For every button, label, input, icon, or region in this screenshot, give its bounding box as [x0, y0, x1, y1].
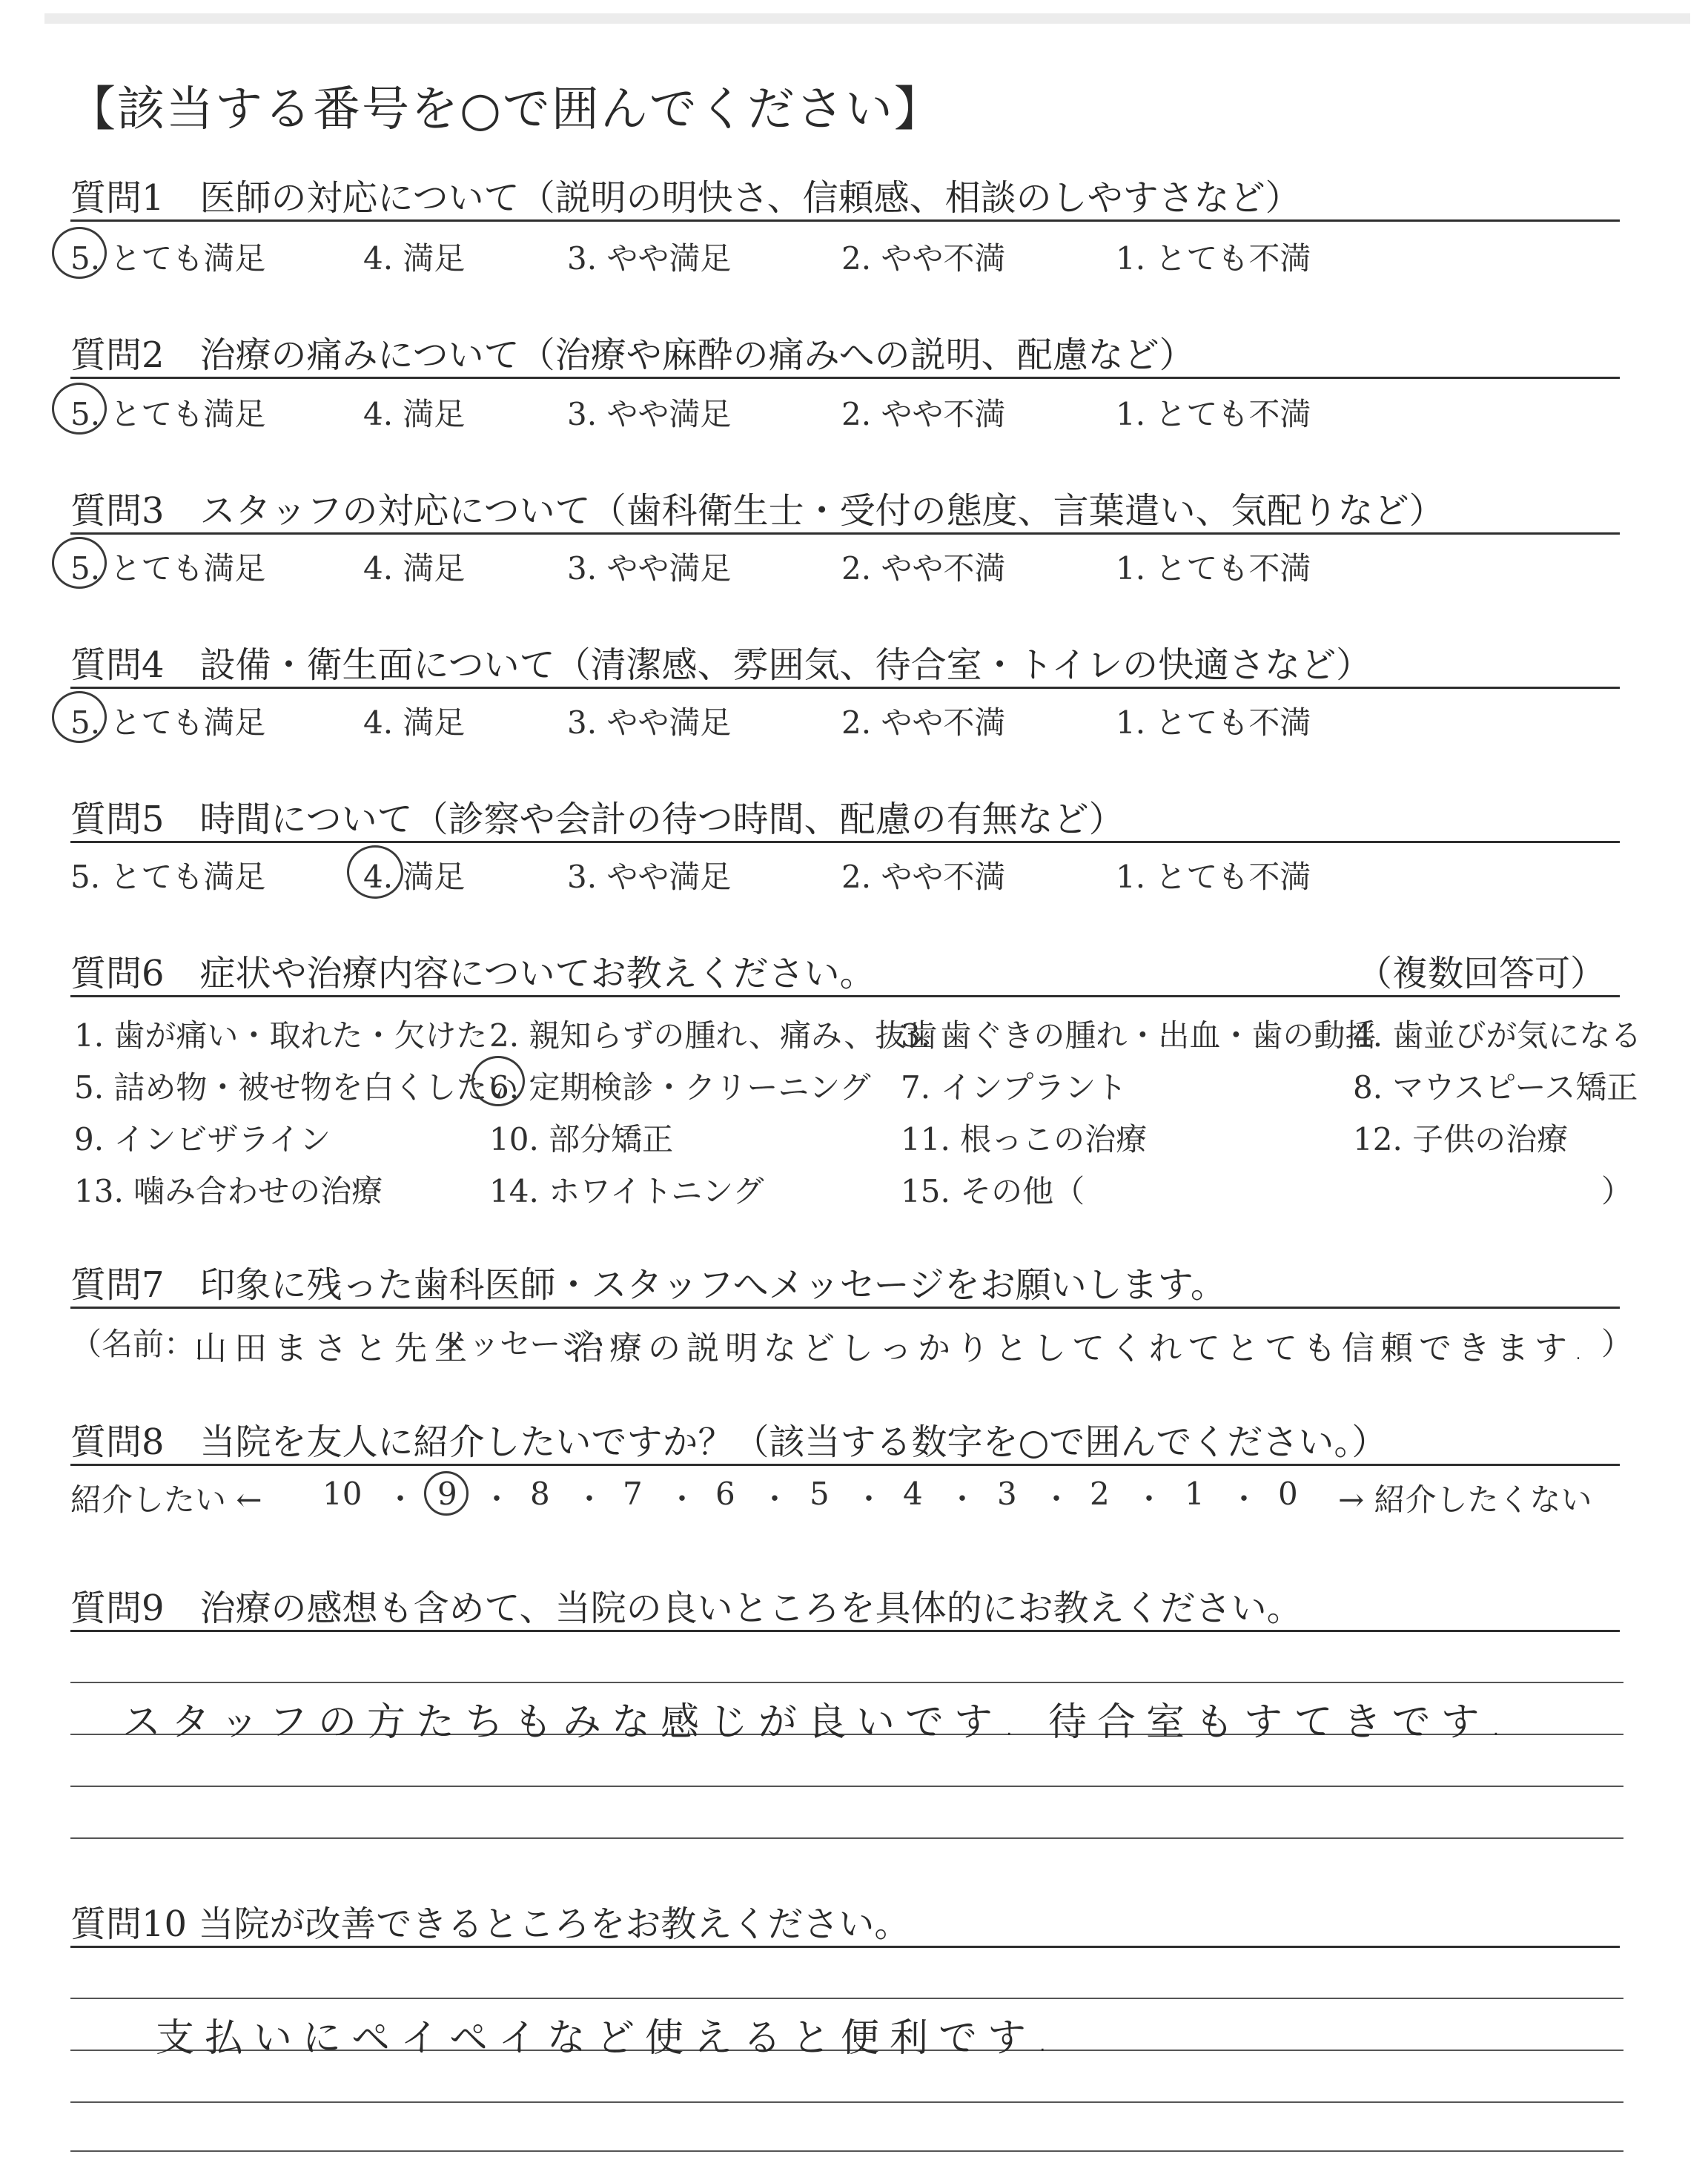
q6-rule [70, 995, 1620, 997]
scan-top-edge [44, 13, 1690, 24]
q2-option-4[interactable]: 4. 満足 [363, 396, 466, 432]
q8-scale-7[interactable]: 7 [623, 1476, 643, 1512]
q8-selection-circle [424, 1471, 469, 1516]
q1-selection-circle [52, 227, 107, 279]
q6-option-5[interactable]: 5. 詰め物・被せ物を白くしたい [74, 1069, 519, 1106]
q6-option-6[interactable]: 6. 定期検診・クリーニング [489, 1069, 871, 1106]
q6-other-close-paren: ） [1601, 1173, 1633, 1209]
q8-scale-8[interactable]: 8 [530, 1476, 550, 1512]
q3-option-2[interactable]: 2. やや不満 [841, 550, 1006, 587]
q8-heading: 質問8 当院を友人に紹介したいですか？（該当する数字を○で囲んでください。） [70, 1421, 1388, 1463]
q3-option-1[interactable]: 1. とても不満 [1116, 550, 1311, 587]
q2-selection-circle [52, 383, 107, 435]
q8-scale-5[interactable]: 5 [810, 1476, 830, 1512]
q4-option-2[interactable]: 2. やや不満 [841, 704, 1006, 741]
q6-option-7[interactable]: 7. インプラント [901, 1069, 1128, 1106]
q8-scale-4[interactable]: 4 [903, 1476, 923, 1512]
q10-rule [70, 1946, 1620, 1948]
q9-handwritten-answer[interactable]: スタッフの方たちもみな感じが良いです. 待合室もすてきです. [122, 1700, 1513, 1745]
q8-dot: ・ [575, 1482, 604, 1516]
q1-option-5[interactable]: 5. とても満足 [70, 240, 266, 277]
q7-heading: 質問7 印象に残った歯科医師・スタッフへメッセージをお願いします。 [70, 1264, 1226, 1306]
q10-writing-line [70, 2101, 1623, 2103]
q6-option-13[interactable]: 13. 噛み合わせの治療 [74, 1173, 383, 1209]
q8-scale-1[interactable]: 1 [1185, 1476, 1205, 1512]
q6-option-14[interactable]: 14. ホワイトニング [489, 1173, 764, 1209]
q3-option-5[interactable]: 5. とても満足 [70, 550, 266, 587]
q8-scale-6[interactable]: 6 [715, 1476, 735, 1512]
q6-option-1[interactable]: 1. 歯が痛い・取れた・欠けた [74, 1017, 488, 1054]
q8-dot: ・ [947, 1482, 977, 1516]
q7-handwritten-message[interactable]: 治療の説明などしっかりとしてくれてとても信頼できます. [571, 1330, 1589, 1367]
q5-selection-circle [347, 845, 403, 899]
q3-rule [70, 532, 1620, 535]
q6-option-8[interactable]: 8. マウスピース矯正 [1353, 1069, 1638, 1106]
q4-option-1[interactable]: 1. とても不満 [1116, 704, 1311, 741]
q5-option-1[interactable]: 1. とても不満 [1116, 859, 1311, 895]
q8-scale-2[interactable]: 2 [1090, 1476, 1110, 1512]
q2-option-3[interactable]: 3. やや満足 [567, 396, 732, 432]
q5-option-3[interactable]: 3. やや満足 [567, 859, 732, 895]
q6-option-4[interactable]: 4. 歯並びが気になる [1353, 1017, 1642, 1054]
q3-selection-circle [52, 537, 107, 589]
q1-option-2[interactable]: 2. やや不満 [841, 240, 1006, 277]
q6-option-9[interactable]: 9. インビザライン [74, 1121, 331, 1157]
q5-option-5[interactable]: 5. とても満足 [70, 859, 266, 895]
q8-dot: ・ [667, 1482, 697, 1516]
q6-selection-circle [471, 1056, 525, 1106]
q3-option-3[interactable]: 3. やや満足 [567, 550, 732, 587]
q4-option-4[interactable]: 4. 満足 [363, 704, 466, 741]
q8-dot: ・ [760, 1482, 790, 1516]
q6-heading: 質問6 症状や治療内容についてお教えください。 [70, 953, 875, 994]
q5-heading: 質問5 時間について（診察や会計の待つ時間、配慮の有無など） [70, 799, 1125, 840]
q8-dot: ・ [385, 1482, 415, 1516]
q3-option-4[interactable]: 4. 満足 [363, 550, 466, 587]
q8-scale-9[interactable]: 9 [437, 1476, 457, 1512]
q1-rule [70, 219, 1620, 222]
q8-left-label: 紹介したい ← [70, 1482, 262, 1518]
q9-heading: 質問9 治療の感想も含めて、当院の良いところを具体的にお教えください。 [70, 1588, 1302, 1629]
q8-rule [70, 1464, 1620, 1466]
q4-option-5[interactable]: 5. とても満足 [70, 704, 266, 741]
q7-rule [70, 1307, 1620, 1309]
q5-option-4[interactable]: 4. 満足 [363, 859, 466, 895]
q3-heading: 質問3 スタッフの対応について（歯科衛生士・受付の態度、言葉遣い、気配りなど） [70, 490, 1445, 532]
q8-dot: ・ [482, 1482, 512, 1516]
q4-option-3[interactable]: 3. やや満足 [567, 704, 732, 741]
q8-scale-0[interactable]: 0 [1278, 1476, 1298, 1512]
q6-multi-answer-note: （複数回答可） [1357, 953, 1606, 994]
q6-option-12[interactable]: 12. 子供の治療 [1353, 1121, 1569, 1157]
q1-option-3[interactable]: 3. やや満足 [567, 240, 732, 277]
q8-dot: ・ [1042, 1482, 1071, 1516]
q2-option-5[interactable]: 5. とても満足 [70, 396, 266, 432]
q6-option-15[interactable]: 15. その他（ [901, 1173, 1085, 1209]
q7-close-paren: ） [1601, 1326, 1633, 1362]
q4-selection-circle [52, 691, 107, 743]
q8-dot: ・ [854, 1482, 884, 1516]
q9-rule [70, 1630, 1620, 1632]
q7-message-label: メッセージ： [437, 1326, 623, 1362]
q9-writing-line [70, 1837, 1623, 1839]
q4-heading: 質問4 設備・衛生面について（清潔感、雰囲気、待合室・トイレの快適さなど） [70, 644, 1372, 686]
q1-option-1[interactable]: 1. とても不満 [1116, 240, 1311, 277]
q2-option-2[interactable]: 2. やや不満 [841, 396, 1006, 432]
q10-writing-line [70, 2150, 1623, 2152]
q1-option-4[interactable]: 4. 満足 [363, 240, 466, 277]
q5-option-2[interactable]: 2. やや不満 [841, 859, 1006, 895]
q8-right-label: → 紹介したくない [1338, 1482, 1592, 1518]
q9-writing-line [70, 1786, 1623, 1787]
q9-writing-line [70, 1682, 1623, 1683]
q4-rule [70, 687, 1620, 689]
q8-dot: ・ [1134, 1482, 1164, 1516]
q2-heading: 質問2 治療の痛みについて（治療や麻酔の痛みへの説明、配慮など） [70, 334, 1195, 376]
q8-scale-3[interactable]: 3 [997, 1476, 1017, 1512]
q2-rule [70, 377, 1620, 379]
q8-scale-10[interactable]: 10 [322, 1476, 363, 1512]
q6-option-11[interactable]: 11. 根っこの治療 [901, 1121, 1148, 1157]
q10-handwritten-answer[interactable]: 支払いにペイペイなど使えると便利です. [156, 2016, 1059, 2061]
q5-rule [70, 841, 1620, 843]
q6-option-10[interactable]: 10. 部分矯正 [489, 1121, 674, 1157]
q1-heading: 質問1 医師の対応について（説明の明快さ、信頼感、相談のしやすさなど） [70, 177, 1301, 219]
q2-option-1[interactable]: 1. とても不満 [1116, 396, 1311, 432]
q8-dot: ・ [1229, 1482, 1259, 1516]
page-title: 【該当する番号を○で囲んでください】 [68, 82, 943, 137]
q7-name-prefix: （名前： [70, 1326, 196, 1362]
q10-heading: 質問10 当院が改善できるところをお教えください。 [70, 1903, 910, 1945]
q6-option-3[interactable]: 3. 歯ぐきの腫れ・出血・歯の動揺 [901, 1017, 1377, 1054]
q7-handwritten-name[interactable]: 山田まさと先生 [194, 1330, 474, 1367]
q10-writing-line [70, 1998, 1623, 1999]
q6-option-2[interactable]: 2. 親知らずの腫れ、痛み、抜歯 [489, 1017, 938, 1054]
